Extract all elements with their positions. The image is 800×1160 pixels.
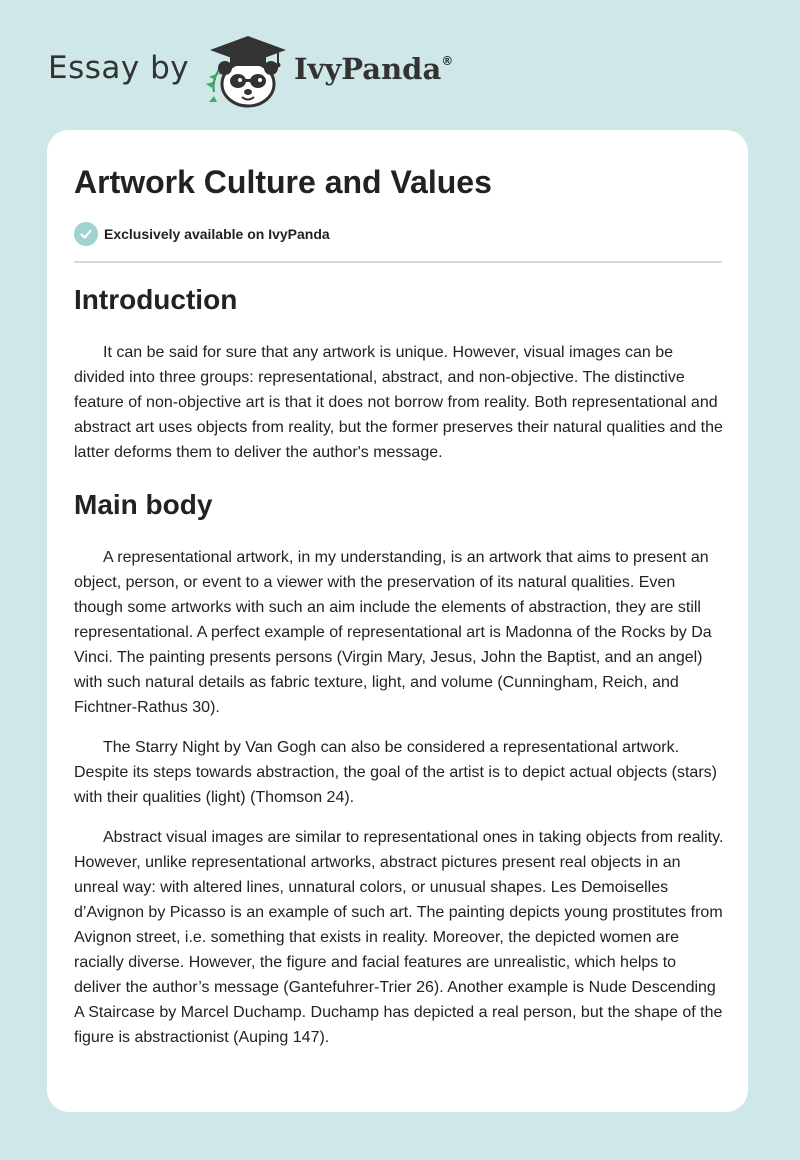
panda-logo-icon[interactable] [198,34,294,110]
essay-body [74,282,724,1065]
badge-label: Exclusively available on IvyPanda [104,226,330,242]
essay-card [47,130,748,1112]
site-header [0,0,800,130]
section-heading-main-body: Main body [74,489,213,520]
paragraph: The Starry Night by Van Gogh can also be considered a representational artwork. Despite its steps towards abstraction, the goal of the artist is to depict actual objects (stars) with their qualities (light) (Thomson 24). [74,739,717,806]
page-title: Artwork Culture and Values [74,164,492,200]
paragraph: It can be said for sure that any artwork is unique. However, visual images can be divided into three groups: representational, abstract, and non-objective. The distinctive feature of non-objective art is that it does not borrow from reality. Both representational and abstract art uses objects from reality, but the former preserves their natural qualities and the latter deforms them to deliver the author's message. [74,344,723,461]
registered-mark: ® [441,54,454,68]
paragraph: A representational artwork, in my understanding, is an artwork that aims to present an object, person, or event to a viewer with the preservation of its natural qualities. Even though some artworks with such an aim include the elements of abstraction, they are still representational. A perfect example of representational art is Madonna of the Rocks by Da Vinci. The painting presents persons (Virgin Mary, Jesus, John the Baptist, and an angel) with such natural details as fabric texture, light, and volume (Cunningham, Reich, and Fichtner-Rathus 30). [74,549,712,716]
brand-name[interactable]: IvyPanda® [294,52,454,86]
check-icon [74,222,98,246]
section-heading-introduction: Introduction [74,284,238,315]
exclusive-badge [74,222,330,246]
paragraph: Abstract visual images are similar to representational ones in taking objects from reality. However, unlike representational artworks, abstract pictures present real objects in an unreal way: with altered lines, unnatural colors, or unusual shapes. Les Demoiselles d’Avignon by Picasso is an example of such art. The painting depicts young prostitutes from Avignon street, i.e. something that exists in reality. Moreover, the depicted women are racially diverse. However, the figure and facial features are unrealistic, which helps to deliver the author’s message (Gantefuhrer-Trier 26). Another example is Nude Descending A Staircase by Marcel Duchamp. Duchamp has depicted a real person, but the shape of the figure is abstractionist (Auping 147). [74,829,724,1046]
brand-prefix: Essay by [48,50,190,86]
divider [74,261,722,263]
